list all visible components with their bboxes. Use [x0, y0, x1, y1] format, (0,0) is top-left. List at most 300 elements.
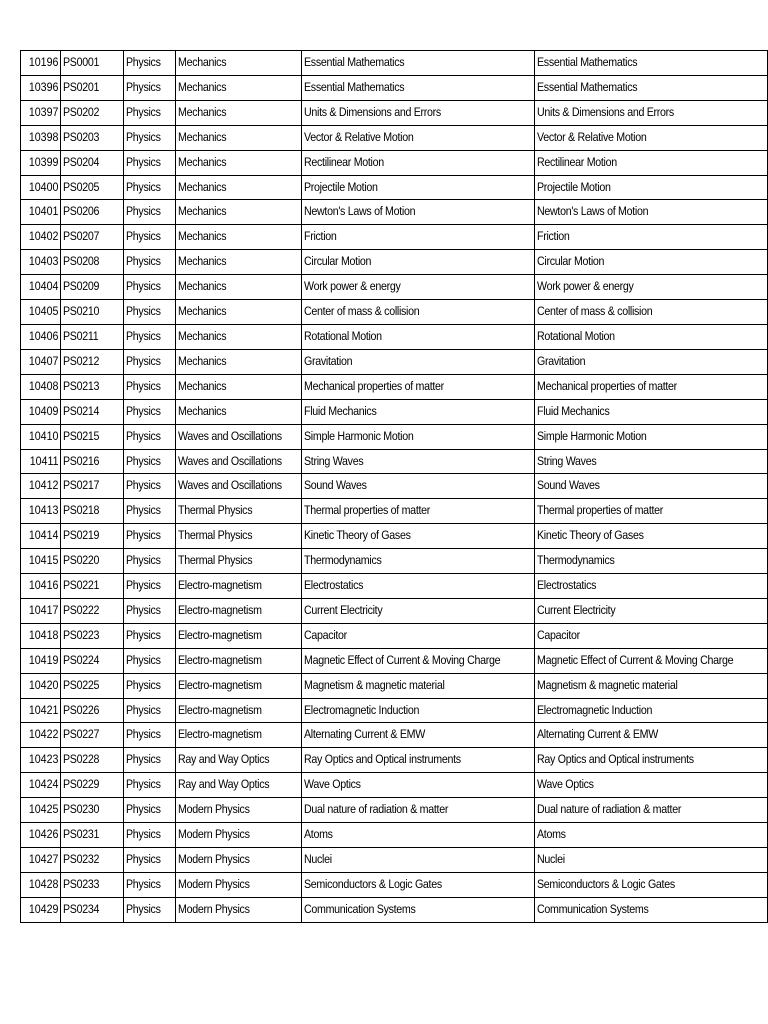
unit-cell	[175, 300, 301, 325]
topic-id-text: 10407	[28, 353, 59, 368]
topic-code-text: PS0212	[63, 353, 100, 368]
unit-cell	[175, 100, 301, 125]
topic-id-cell	[21, 374, 61, 399]
topic-code-cell	[61, 349, 123, 374]
unit-cell	[175, 51, 301, 76]
topic-id-cell	[21, 51, 61, 76]
topic-id-text: 10399	[28, 154, 59, 169]
topic-code-cell	[61, 424, 123, 449]
subject-text: Physics	[125, 652, 161, 667]
subject-text: Physics	[125, 304, 161, 319]
table-row	[21, 748, 768, 773]
table-row	[21, 250, 768, 275]
chapter-text: Mechanical properties of matter	[303, 378, 444, 393]
topic-name-text: Wave Optics	[536, 777, 594, 792]
topic-code-text: PS0209	[63, 279, 100, 294]
table-row	[21, 424, 768, 449]
topic-id-cell	[21, 823, 61, 848]
unit-cell	[175, 349, 301, 374]
topic-id-cell	[21, 798, 61, 823]
topic-name-text: Essential Mathematics	[536, 79, 638, 94]
topic-name-cell	[534, 449, 767, 474]
topic-name-text: Capacitor	[536, 627, 580, 642]
topic-id-cell	[21, 349, 61, 374]
topic-name-cell	[534, 175, 767, 200]
chapter-text: Essential Mathematics	[303, 79, 404, 94]
subject-cell	[123, 449, 175, 474]
topic-id-cell	[21, 399, 61, 424]
topic-id-text: 10421	[28, 702, 59, 717]
topic-name-cell	[534, 648, 767, 673]
topic-name-cell	[534, 698, 767, 723]
table-row	[21, 798, 768, 823]
topic-name-cell	[534, 598, 767, 623]
unit-cell	[175, 698, 301, 723]
topic-id-text: 10408	[28, 378, 59, 393]
unit-cell	[175, 549, 301, 574]
topic-code-cell	[61, 897, 123, 922]
subject-text: Physics	[125, 204, 161, 219]
topic-code-cell	[61, 698, 123, 723]
table-row	[21, 349, 768, 374]
subject-text: Physics	[125, 55, 161, 69]
topic-table-body	[21, 51, 768, 923]
topic-name-text: Electrostatics	[536, 578, 596, 593]
topic-code-text: PS0223	[63, 627, 100, 642]
chapter-cell	[301, 349, 534, 374]
topic-name-cell	[534, 100, 767, 125]
table-row	[21, 773, 768, 798]
table-row	[21, 449, 768, 474]
topic-id-cell	[21, 100, 61, 125]
topic-code-cell	[61, 399, 123, 424]
topic-code-cell	[61, 100, 123, 125]
chapter-text: Gravitation	[303, 353, 352, 368]
topic-name-cell	[534, 424, 767, 449]
subject-cell	[123, 673, 175, 698]
chapter-cell	[301, 524, 534, 549]
chapter-text: Thermodynamics	[303, 553, 382, 568]
subject-cell	[123, 598, 175, 623]
topic-id-cell	[21, 723, 61, 748]
topic-id-cell	[21, 748, 61, 773]
subject-text: Physics	[125, 104, 161, 119]
chapter-text: Center of mass & collision	[303, 304, 419, 319]
topic-name-text: Fluid Mechanics	[536, 403, 610, 418]
topic-code-text: PS0215	[63, 428, 100, 443]
topic-code-text: PS0220	[63, 553, 100, 568]
topic-code-text: PS0207	[63, 229, 100, 244]
topic-id-text: 10405	[28, 304, 59, 319]
unit-cell	[175, 798, 301, 823]
unit-text: Ray and Way Optics	[177, 777, 270, 792]
unit-cell	[175, 275, 301, 300]
table-row	[21, 897, 768, 922]
unit-cell	[175, 474, 301, 499]
table-row	[21, 275, 768, 300]
subject-text: Physics	[125, 876, 161, 891]
subject-text: Physics	[125, 353, 161, 368]
subject-cell	[123, 549, 175, 574]
unit-cell	[175, 125, 301, 150]
subject-cell	[123, 225, 175, 250]
topic-code-cell	[61, 374, 123, 399]
unit-text: Modern Physics	[177, 876, 250, 891]
subject-cell	[123, 51, 175, 76]
chapter-cell	[301, 648, 534, 673]
subject-cell	[123, 574, 175, 599]
topic-name-text: Thermal properties of matter	[536, 503, 663, 518]
unit-text: Mechanics	[177, 55, 227, 69]
table-row	[21, 499, 768, 524]
topic-id-text: 10416	[28, 578, 59, 593]
chapter-cell	[301, 499, 534, 524]
topic-id-cell	[21, 125, 61, 150]
chapter-text: Wave Optics	[303, 777, 361, 792]
subject-cell	[123, 324, 175, 349]
topic-name-cell	[534, 499, 767, 524]
subject-text: Physics	[125, 802, 161, 817]
unit-text: Modern Physics	[177, 827, 250, 842]
subject-text: Physics	[125, 229, 161, 244]
topic-code-text: PS0229	[63, 777, 100, 792]
topic-name-text: Communication Systems	[536, 901, 649, 916]
subject-cell	[123, 150, 175, 175]
unit-cell	[175, 374, 301, 399]
topic-name-text: Magnetism & magnetic material	[536, 677, 678, 692]
topic-code-text: PS0204	[63, 154, 100, 169]
subject-cell	[123, 623, 175, 648]
chapter-cell	[301, 798, 534, 823]
topic-id-text: 10411	[29, 453, 59, 468]
unit-cell	[175, 150, 301, 175]
topic-name-cell	[534, 474, 767, 499]
topic-code-cell	[61, 474, 123, 499]
topic-code-cell	[61, 51, 123, 76]
topic-code-cell	[61, 324, 123, 349]
topic-code-text: PS0206	[63, 204, 100, 219]
topic-code-text: PS0225	[63, 677, 100, 692]
topic-code-text: PS0234	[63, 901, 100, 916]
topic-code-text: PS0221	[63, 578, 100, 593]
subject-cell	[123, 100, 175, 125]
subject-text: Physics	[125, 777, 161, 792]
chapter-cell	[301, 275, 534, 300]
topic-code-text: PS0201	[63, 79, 100, 94]
topic-id-cell	[21, 225, 61, 250]
subject-text: Physics	[125, 129, 161, 144]
topic-id-cell	[21, 474, 61, 499]
topic-name-cell	[534, 349, 767, 374]
topic-name-cell	[534, 748, 767, 773]
topic-name-cell	[534, 75, 767, 100]
unit-text: Waves and Oscillations	[177, 453, 282, 468]
topic-name-cell	[534, 300, 767, 325]
topic-code-cell	[61, 623, 123, 648]
topic-code-text: PS0001	[63, 55, 100, 69]
chapter-cell	[301, 424, 534, 449]
chapter-cell	[301, 623, 534, 648]
topic-code-text: PS0210	[63, 304, 100, 319]
chapter-text: Units & Dimensions and Errors	[303, 104, 441, 119]
table-row	[21, 698, 768, 723]
subject-text: Physics	[125, 428, 161, 443]
topic-name-text: Simple Harmonic Motion	[536, 428, 647, 443]
topic-code-text: PS0213	[63, 378, 100, 393]
unit-text: Mechanics	[177, 279, 227, 294]
topic-code-text: PS0222	[63, 602, 100, 617]
unit-text: Thermal Physics	[177, 553, 253, 568]
table-row	[21, 100, 768, 125]
topic-id-text: 10420	[28, 677, 59, 692]
topic-code-text: PS0203	[63, 129, 100, 144]
topic-name-text: Rotational Motion	[536, 328, 615, 343]
subject-text: Physics	[125, 827, 161, 842]
table-row	[21, 175, 768, 200]
unit-cell	[175, 200, 301, 225]
table-row	[21, 125, 768, 150]
topic-id-text: 10424	[28, 777, 59, 792]
subject-text: Physics	[125, 403, 161, 418]
unit-cell	[175, 250, 301, 275]
chapter-cell	[301, 100, 534, 125]
topic-code-cell	[61, 798, 123, 823]
unit-text: Ray and Way Optics	[177, 752, 270, 767]
table-row	[21, 324, 768, 349]
topic-code-text: PS0216	[63, 453, 100, 468]
topic-name-cell	[534, 150, 767, 175]
topic-name-cell	[534, 275, 767, 300]
topic-id-cell	[21, 324, 61, 349]
chapter-cell	[301, 399, 534, 424]
chapter-cell	[301, 848, 534, 873]
topic-name-text: Alternating Current & EMW	[536, 727, 658, 742]
chapter-cell	[301, 125, 534, 150]
subject-cell	[123, 897, 175, 922]
topic-id-text: 10403	[28, 254, 59, 269]
topic-name-text: Kinetic Theory of Gases	[536, 528, 644, 543]
unit-text: Electro-magnetism	[177, 627, 262, 642]
topic-id-text: 10425	[28, 802, 59, 817]
subject-text: Physics	[125, 453, 161, 468]
unit-cell	[175, 524, 301, 549]
chapter-cell	[301, 698, 534, 723]
subject-cell	[123, 250, 175, 275]
topic-code-text: PS0219	[63, 528, 100, 543]
chapter-cell	[301, 250, 534, 275]
subject-text: Physics	[125, 528, 161, 543]
unit-text: Electro-magnetism	[177, 702, 262, 717]
unit-text: Modern Physics	[177, 901, 250, 916]
chapter-cell	[301, 474, 534, 499]
topic-code-cell	[61, 275, 123, 300]
unit-text: Mechanics	[177, 104, 227, 119]
topic-name-text: Units & Dimensions and Errors	[536, 104, 674, 119]
table-row	[21, 848, 768, 873]
unit-text: Mechanics	[177, 304, 227, 319]
table-row	[21, 399, 768, 424]
unit-text: Mechanics	[177, 129, 227, 144]
topic-name-cell	[534, 125, 767, 150]
subject-cell	[123, 275, 175, 300]
chapter-text: Work power & energy	[303, 279, 401, 294]
topic-id-cell	[21, 773, 61, 798]
chapter-cell	[301, 175, 534, 200]
unit-cell	[175, 598, 301, 623]
unit-text: Waves and Oscillations	[177, 428, 282, 443]
chapter-text: Newton's Laws of Motion	[303, 204, 415, 219]
topic-name-text: Work power & energy	[536, 279, 634, 294]
topic-id-text: 10409	[28, 403, 59, 418]
table-row	[21, 574, 768, 599]
topic-id-text: 10422	[28, 727, 59, 742]
subject-text: Physics	[125, 279, 161, 294]
topic-code-text: PS0232	[63, 852, 100, 866]
topic-name-text: Gravitation	[536, 353, 586, 368]
topic-id-cell	[21, 648, 61, 673]
unit-cell	[175, 623, 301, 648]
topic-name-text: Electromagnetic Induction	[536, 702, 652, 717]
unit-cell	[175, 324, 301, 349]
chapter-text: Friction	[303, 229, 337, 244]
chapter-cell	[301, 51, 534, 76]
unit-text: Mechanics	[177, 403, 227, 418]
topic-code-cell	[61, 673, 123, 698]
chapter-cell	[301, 897, 534, 922]
unit-cell	[175, 773, 301, 798]
topic-id-text: 10398	[28, 129, 59, 144]
topic-name-cell	[534, 524, 767, 549]
topic-name-cell	[534, 51, 767, 76]
subject-cell	[123, 300, 175, 325]
subject-text: Physics	[125, 254, 161, 269]
topic-name-text: Dual nature of radiation & matter	[536, 802, 681, 817]
topic-id-cell	[21, 200, 61, 225]
subject-cell	[123, 524, 175, 549]
table-row	[21, 623, 768, 648]
topic-id-cell	[21, 499, 61, 524]
unit-cell	[175, 723, 301, 748]
table-row	[21, 524, 768, 549]
table-row	[21, 300, 768, 325]
topic-code-cell	[61, 125, 123, 150]
topic-name-text: Projectile Motion	[536, 179, 611, 194]
unit-text: Electro-magnetism	[177, 602, 262, 617]
topic-id-cell	[21, 872, 61, 897]
topic-code-cell	[61, 75, 123, 100]
topic-code-text: PS0205	[63, 179, 100, 194]
topic-name-cell	[534, 200, 767, 225]
chapter-text: Kinetic Theory of Gases	[303, 528, 411, 543]
chapter-cell	[301, 723, 534, 748]
subject-text: Physics	[125, 677, 161, 692]
topic-id-text: 10426	[28, 827, 59, 842]
topic-name-text: Semiconductors & Logic Gates	[536, 876, 675, 891]
topic-name-cell	[534, 723, 767, 748]
subject-cell	[123, 474, 175, 499]
topic-name-cell	[534, 574, 767, 599]
topic-name-text: Circular Motion	[536, 254, 604, 269]
unit-text: Electro-magnetism	[177, 677, 262, 692]
chapter-cell	[301, 574, 534, 599]
subject-text: Physics	[125, 328, 161, 343]
topic-name-cell	[534, 374, 767, 399]
topic-code-text: PS0231	[63, 827, 100, 842]
topic-code-cell	[61, 773, 123, 798]
chapter-text: Electrostatics	[303, 578, 363, 593]
topic-id-text: 10428	[28, 876, 59, 891]
chapter-cell	[301, 549, 534, 574]
topic-code-text: PS0233	[63, 876, 100, 891]
chapter-text: Magnetic Effect of Current & Moving Charge	[303, 652, 500, 667]
chapter-text: Rectilinear Motion	[303, 154, 384, 169]
topic-id-text: 10410	[28, 428, 59, 443]
topic-name-cell	[534, 549, 767, 574]
subject-cell	[123, 823, 175, 848]
topic-id-text: 10419	[28, 652, 59, 667]
unit-cell	[175, 175, 301, 200]
topic-code-text: PS0214	[63, 403, 100, 418]
topic-code-cell	[61, 549, 123, 574]
unit-text: Mechanics	[177, 154, 227, 169]
subject-text: Physics	[125, 503, 161, 518]
topic-code-cell	[61, 648, 123, 673]
table-row	[21, 598, 768, 623]
topic-id-cell	[21, 449, 61, 474]
unit-cell	[175, 399, 301, 424]
table-row	[21, 648, 768, 673]
topic-name-cell	[534, 823, 767, 848]
subject-text: Physics	[125, 154, 161, 169]
topic-id-text: 10414	[28, 528, 59, 543]
topic-id-cell	[21, 574, 61, 599]
subject-cell	[123, 399, 175, 424]
table-row	[21, 200, 768, 225]
topic-code-cell	[61, 250, 123, 275]
topic-id-text: 10402	[28, 229, 59, 244]
topic-code-text: PS0226	[63, 702, 100, 717]
chapter-text: Thermal properties of matter	[303, 503, 430, 518]
chapter-cell	[301, 324, 534, 349]
unit-text: Mechanics	[177, 254, 227, 269]
subject-text: Physics	[125, 179, 161, 194]
chapter-cell	[301, 150, 534, 175]
unit-text: Mechanics	[177, 353, 227, 368]
chapter-cell	[301, 872, 534, 897]
chapter-text: Essential Mathematics	[303, 55, 404, 69]
subject-text: Physics	[125, 478, 161, 493]
topic-code-text: PS0218	[63, 503, 100, 518]
topic-name-cell	[534, 773, 767, 798]
topic-name-cell	[534, 848, 767, 873]
chapter-cell	[301, 748, 534, 773]
subject-text: Physics	[125, 901, 161, 916]
topic-id-text: 10429	[28, 901, 59, 916]
topic-id-text: 10427	[28, 852, 59, 866]
topic-code-cell	[61, 300, 123, 325]
unit-cell	[175, 748, 301, 773]
topic-id-cell	[21, 549, 61, 574]
table-row	[21, 823, 768, 848]
topic-code-text: PS0202	[63, 104, 100, 119]
subject-cell	[123, 200, 175, 225]
topic-name-text: Atoms	[536, 827, 566, 842]
unit-cell	[175, 872, 301, 897]
topic-id-text: 10401	[28, 204, 59, 219]
chapter-text: Fluid Mechanics	[303, 403, 377, 418]
topic-code-cell	[61, 748, 123, 773]
unit-cell	[175, 75, 301, 100]
